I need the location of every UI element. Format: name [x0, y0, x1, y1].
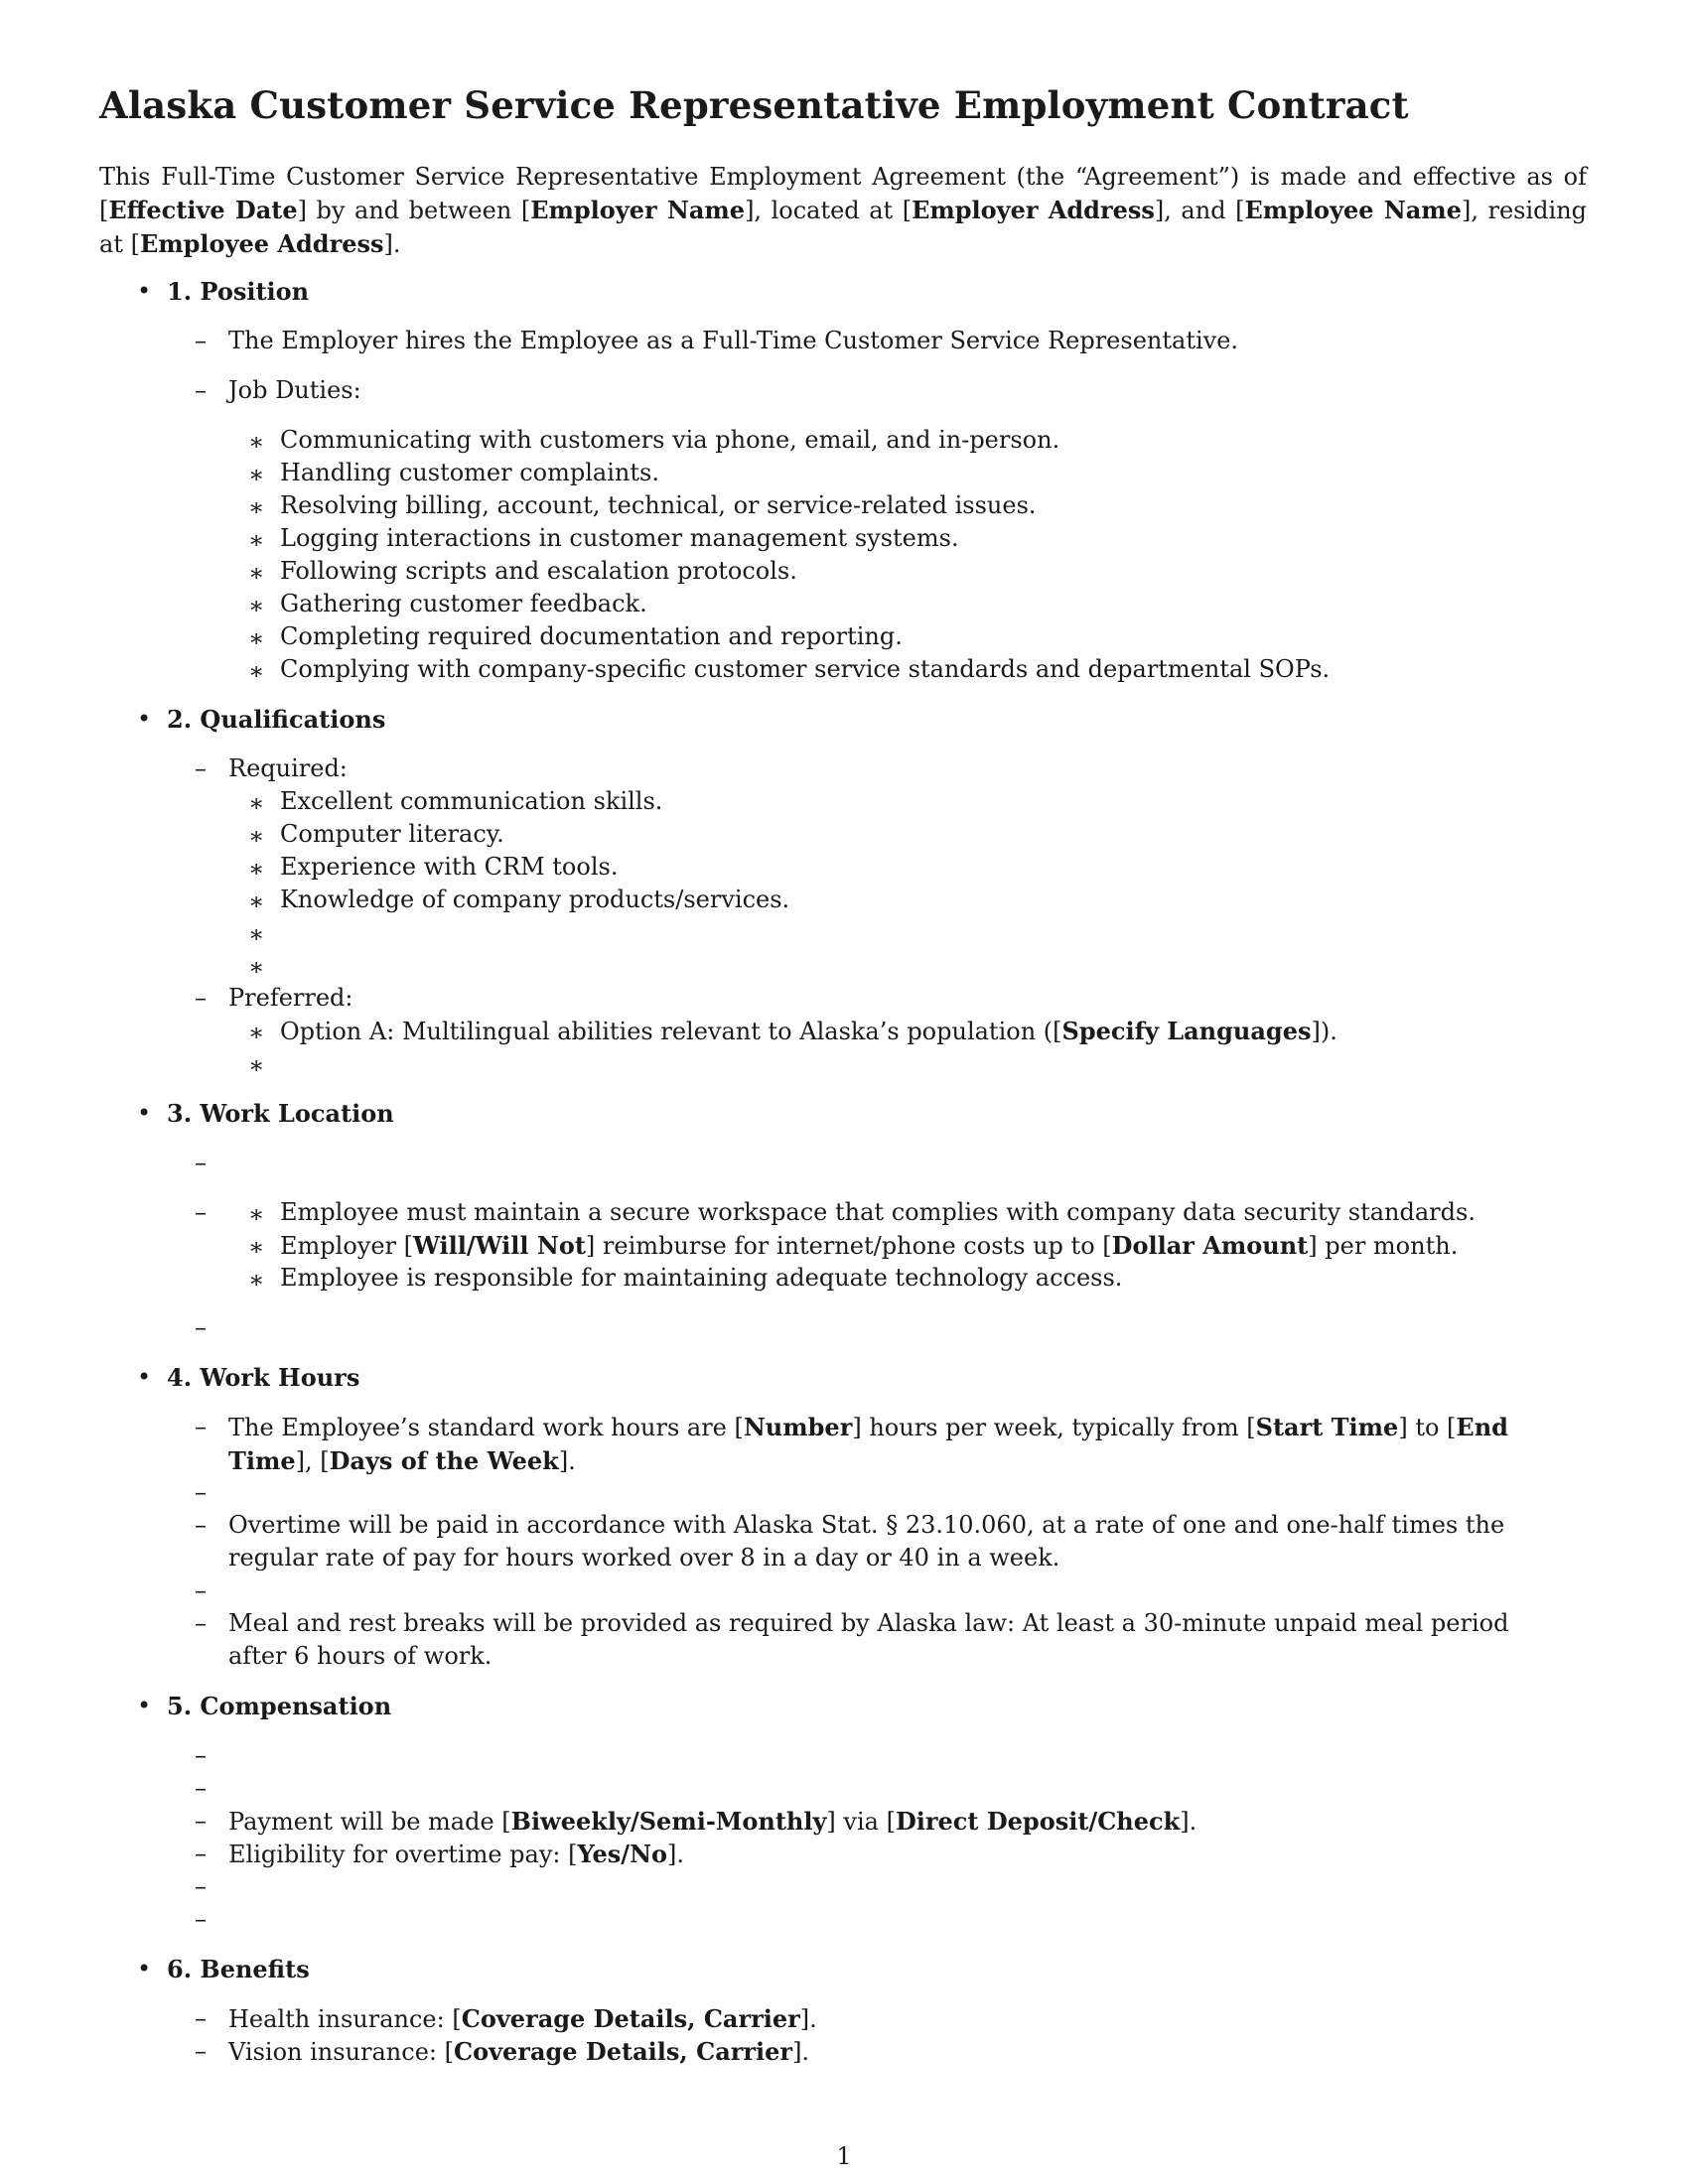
- employer-address-placeholder: Employer Address: [912, 196, 1155, 224]
- star-bullet-icon: ∗: [248, 789, 265, 817]
- star-bullet-icon: ∗: [248, 559, 265, 587]
- list-item: ∗ Knowledge of company products/services.: [248, 884, 789, 916]
- start-time-placeholder: Start Time: [1255, 1413, 1399, 1441]
- star-bullet-icon: ∗: [248, 920, 265, 948]
- section-heading-qualifications: • 2. Qualifications: [137, 705, 386, 734]
- star-bullet-icon: ∗: [248, 1019, 265, 1046]
- list-item: – Vision insurance: [Coverage Details, Carrier].: [195, 2037, 810, 2066]
- bullet-icon: •: [137, 705, 152, 733]
- will-placeholder: Will/Will Not: [413, 1231, 586, 1260]
- list-item: ∗ Logging interactions in customer management systems.: [248, 522, 959, 555]
- health-coverage-placeholder: Coverage Details, Carrier: [461, 2004, 800, 2033]
- list-item: – Job Duties:: [195, 374, 361, 407]
- employee-name-placeholder: Employee Name: [1244, 196, 1462, 224]
- list-item: – The Employee’s standard work hours are [Number] hours per week, typically from [Start Time] to [End Time], [Days of the Week].: [195, 1413, 1508, 1475]
- star-bullet-icon: ∗: [248, 657, 265, 685]
- page-title: Alaska Customer Service Representative Employment Contract: [99, 83, 1409, 127]
- star-bullet-icon: ∗: [248, 855, 265, 883]
- dash-icon: –: [195, 1774, 207, 1802]
- list-item: ∗ Completing required documentation and reporting.: [248, 620, 903, 653]
- dash-icon: –: [195, 1511, 207, 1539]
- bullet-icon: •: [137, 1692, 152, 1719]
- list-item: ∗ Experience with CRM tools.: [248, 851, 618, 884]
- list-item: ∗ Computer literacy.: [248, 818, 504, 851]
- dash-icon: –: [195, 1840, 207, 1867]
- list-item: – The Employer hires the Employee as a Full-Time Customer Service Representative.: [195, 325, 1238, 357]
- end-time-placeholder: End Time: [228, 1413, 1508, 1475]
- list-item: ∗ Option A: Multilingual abilities relevant to Alaska’s population ([Specify Languages]).: [248, 1015, 1337, 1048]
- dollar-amount-placeholder: Dollar Amount: [1111, 1231, 1309, 1260]
- bullet-icon: •: [137, 1099, 152, 1127]
- number-placeholder: Number: [743, 1413, 853, 1441]
- dash-icon: –: [195, 1478, 207, 1506]
- dash-icon: –: [195, 1807, 207, 1835]
- list-item: – Preferred:: [195, 982, 353, 1015]
- bullet-icon: •: [137, 277, 152, 305]
- star-bullet-icon: ∗: [248, 1051, 265, 1079]
- star-bullet-icon: ∗: [248, 461, 265, 488]
- dash-icon: –: [195, 1741, 207, 1769]
- star-bullet-icon: ∗: [248, 1266, 265, 1294]
- section-heading-work-location: • 3. Work Location: [137, 1099, 394, 1128]
- list-item: ∗ Employer [Will/Will Not] reimburse for internet/phone costs up to [Dollar Amount] per month.: [248, 1229, 1458, 1263]
- overtime-eligibility-placeholder: Yes/No: [577, 1840, 668, 1868]
- list-item: ∗ Employee must maintain a secure workspace that complies with company data security standards.: [248, 1196, 1476, 1229]
- dash-icon: –: [195, 376, 207, 404]
- list-item: ∗ Resolving billing, account, technical, or service-related issues.: [248, 489, 1037, 522]
- vision-coverage-placeholder: Coverage Details, Carrier: [453, 2037, 793, 2066]
- list-item: ∗ Communicating with customers via phone, email, and in-person.: [248, 424, 1059, 457]
- dash-icon: –: [195, 1198, 207, 1226]
- star-bullet-icon: ∗: [248, 1233, 265, 1261]
- dash-icon: –: [195, 2004, 207, 2032]
- dash-icon: –: [195, 327, 207, 354]
- section-heading-benefits: • 6. Benefits: [137, 1955, 310, 1983]
- dash-icon: –: [195, 1313, 207, 1341]
- pay-method-placeholder: Direct Deposit/Check: [895, 1807, 1181, 1836]
- star-bullet-icon: ∗: [248, 953, 265, 981]
- employer-name-placeholder: Employer Name: [530, 196, 746, 224]
- list-item: – Health insurance: [Coverage Details, Carrier].: [195, 2004, 817, 2033]
- section-heading-work-hours: • 4. Work Hours: [137, 1363, 360, 1392]
- list-item: – Overtime will be paid in accordance with Alaska Stat. § 23.10.060, at a rate of one and one-half times the regular rate of pay for hours worked over 8 in a day or 40 in a week.: [195, 1511, 1505, 1571]
- specify-languages-placeholder: Specify Languages: [1061, 1017, 1312, 1045]
- dash-icon: –: [195, 1576, 207, 1604]
- intro-paragraph: This Full-Time Customer Service Representative Employment Agreement (the “Agreement”) is made and effective as of [Effective Date] by and between [Employer Name], located at [Employer Address], and [Employee Name], residing at [Employee Address].: [99, 163, 1588, 258]
- list-item: ∗ Excellent communication skills.: [248, 785, 662, 818]
- list-item: ∗ Handling customer complaints.: [248, 457, 659, 489]
- effective-date-placeholder: Effective Date: [108, 196, 298, 224]
- days-placeholder: Days of the Week: [329, 1446, 559, 1475]
- bullet-icon: •: [137, 1363, 152, 1391]
- pay-frequency-placeholder: Biweekly/Semi-Monthly: [510, 1807, 827, 1836]
- list-item: ∗ Complying with company-specific customer service standards and departmental SOPs.: [248, 653, 1330, 686]
- star-bullet-icon: ∗: [248, 887, 265, 915]
- section-heading-compensation: • 5. Compensation: [137, 1692, 392, 1720]
- list-item: – Eligibility for overtime pay: [Yes/No].: [195, 1840, 685, 1868]
- list-item: – Payment will be made [Biweekly/Semi-Monthly] via [Direct Deposit/Check].: [195, 1807, 1197, 1836]
- star-bullet-icon: ∗: [248, 822, 265, 850]
- list-item: – Meal and rest breaks will be provided as required by Alaska law: At least a 30-minute unpaid meal period after 6 hours of work.: [195, 1609, 1509, 1670]
- list-item: ∗ Employee is responsible for maintaining adequate technology access.: [248, 1262, 1122, 1295]
- star-bullet-icon: ∗: [248, 526, 265, 554]
- dash-icon: –: [195, 984, 207, 1012]
- star-bullet-icon: ∗: [248, 1200, 265, 1228]
- dash-icon: –: [195, 1905, 207, 1933]
- dash-icon: –: [195, 1149, 207, 1176]
- section-heading-position: • 1. Position: [137, 277, 310, 306]
- bullet-icon: •: [137, 1955, 152, 1982]
- dash-icon: –: [195, 1609, 207, 1637]
- dash-icon: –: [195, 1413, 207, 1440]
- dash-icon: –: [195, 1872, 207, 1900]
- list-item: ∗ Following scripts and escalation protocols.: [248, 555, 797, 588]
- dash-icon: –: [195, 2037, 207, 2065]
- dash-icon: –: [195, 754, 207, 782]
- list-item: ∗ Gathering customer feedback.: [248, 588, 647, 620]
- employee-address-placeholder: Employee Address: [139, 229, 384, 258]
- star-bullet-icon: ∗: [248, 592, 265, 619]
- list-item: – Required:: [195, 752, 348, 785]
- star-bullet-icon: ∗: [248, 493, 265, 521]
- page-number: 1: [836, 2142, 852, 2170]
- star-bullet-icon: ∗: [248, 624, 265, 652]
- star-bullet-icon: ∗: [248, 428, 265, 456]
